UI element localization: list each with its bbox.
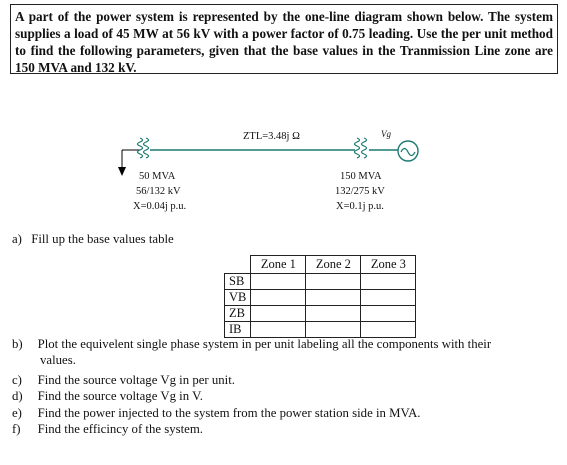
question-c	[12, 372, 235, 388]
question-a-text: Fill up the base values table	[31, 232, 174, 246]
question-e-tag: e)	[12, 406, 22, 420]
source-voltage-label: Vg	[381, 129, 391, 139]
cell-vb-zone-1[interactable]	[251, 290, 306, 306]
header-zone-3: Zone 3	[361, 256, 416, 274]
t2-voltage: 132/275 kV	[335, 186, 385, 197]
row-label-vb: VB	[225, 290, 251, 306]
header-zone-2: Zone 2	[306, 256, 361, 274]
question-f-text: Find the efficincy of the system.	[37, 422, 203, 436]
question-a-tag: a)	[12, 232, 22, 246]
table-corner	[225, 256, 251, 274]
load-arrow-icon	[118, 167, 126, 176]
cell-vb-zone-2[interactable]	[306, 290, 361, 306]
question-d-tag: d)	[12, 389, 23, 403]
t1-reactance: X=0.04j p.u.	[133, 201, 187, 212]
t2-reactance: X=0.1j p.u.	[336, 201, 384, 212]
cell-zb-zone-2[interactable]	[306, 306, 361, 322]
question-e-text: Find the power injected to the system from the power station side in MVA.	[37, 406, 421, 420]
question-d	[12, 388, 203, 404]
question-b-tag: b)	[12, 337, 23, 351]
question-e	[12, 405, 421, 421]
problem-statement: A part of the power system is represented by the one-line diagram shown below. The system supplies a load of 45 MW at 56 kV with a power factor of 0.75 leading. Use the per unit method to find the following parameters, given that the base values in the Tranmission Line zone are 150 MVA and 132 kV.	[10, 4, 558, 74]
cell-sb-zone-1[interactable]	[251, 274, 306, 290]
table-row	[225, 290, 416, 306]
cell-sb-zone-2[interactable]	[306, 274, 361, 290]
base-values-table	[224, 255, 416, 338]
t1-voltage: 56/132 kV	[136, 186, 181, 197]
question-c-text: Find the source voltage Vg in per unit.	[37, 373, 235, 387]
table-row	[225, 306, 416, 322]
cell-sb-zone-3[interactable]	[361, 274, 416, 290]
cell-zb-zone-3[interactable]	[361, 306, 416, 322]
question-f	[12, 421, 203, 437]
cell-zb-zone-1[interactable]	[251, 306, 306, 322]
table-row	[225, 274, 416, 290]
t1-rating: 50 MVA	[139, 171, 176, 182]
transformer-1-icon	[138, 138, 149, 158]
question-b	[12, 336, 552, 368]
question-b-text: Plot the equivelent single phase system in per unit labeling all the components with their	[37, 337, 492, 351]
question-f-tag: f)	[12, 422, 21, 436]
question-a	[12, 232, 174, 247]
question-b-continuation: values.	[40, 353, 76, 367]
header-zone-1: Zone 1	[251, 256, 306, 274]
t2-rating: 150 MVA	[340, 171, 382, 182]
question-c-tag: c)	[12, 373, 22, 387]
transformer-2-icon	[355, 138, 367, 158]
row-label-ib: IB	[225, 322, 251, 338]
cell-vb-zone-3[interactable]	[361, 290, 416, 306]
line-impedance-label: ZTL=3.48j Ω	[243, 131, 300, 142]
row-label-sb: SB	[225, 274, 251, 290]
table-header-row	[225, 256, 416, 274]
question-d-text: Find the source voltage Vg in V.	[37, 389, 203, 403]
row-label-zb: ZB	[225, 306, 251, 322]
